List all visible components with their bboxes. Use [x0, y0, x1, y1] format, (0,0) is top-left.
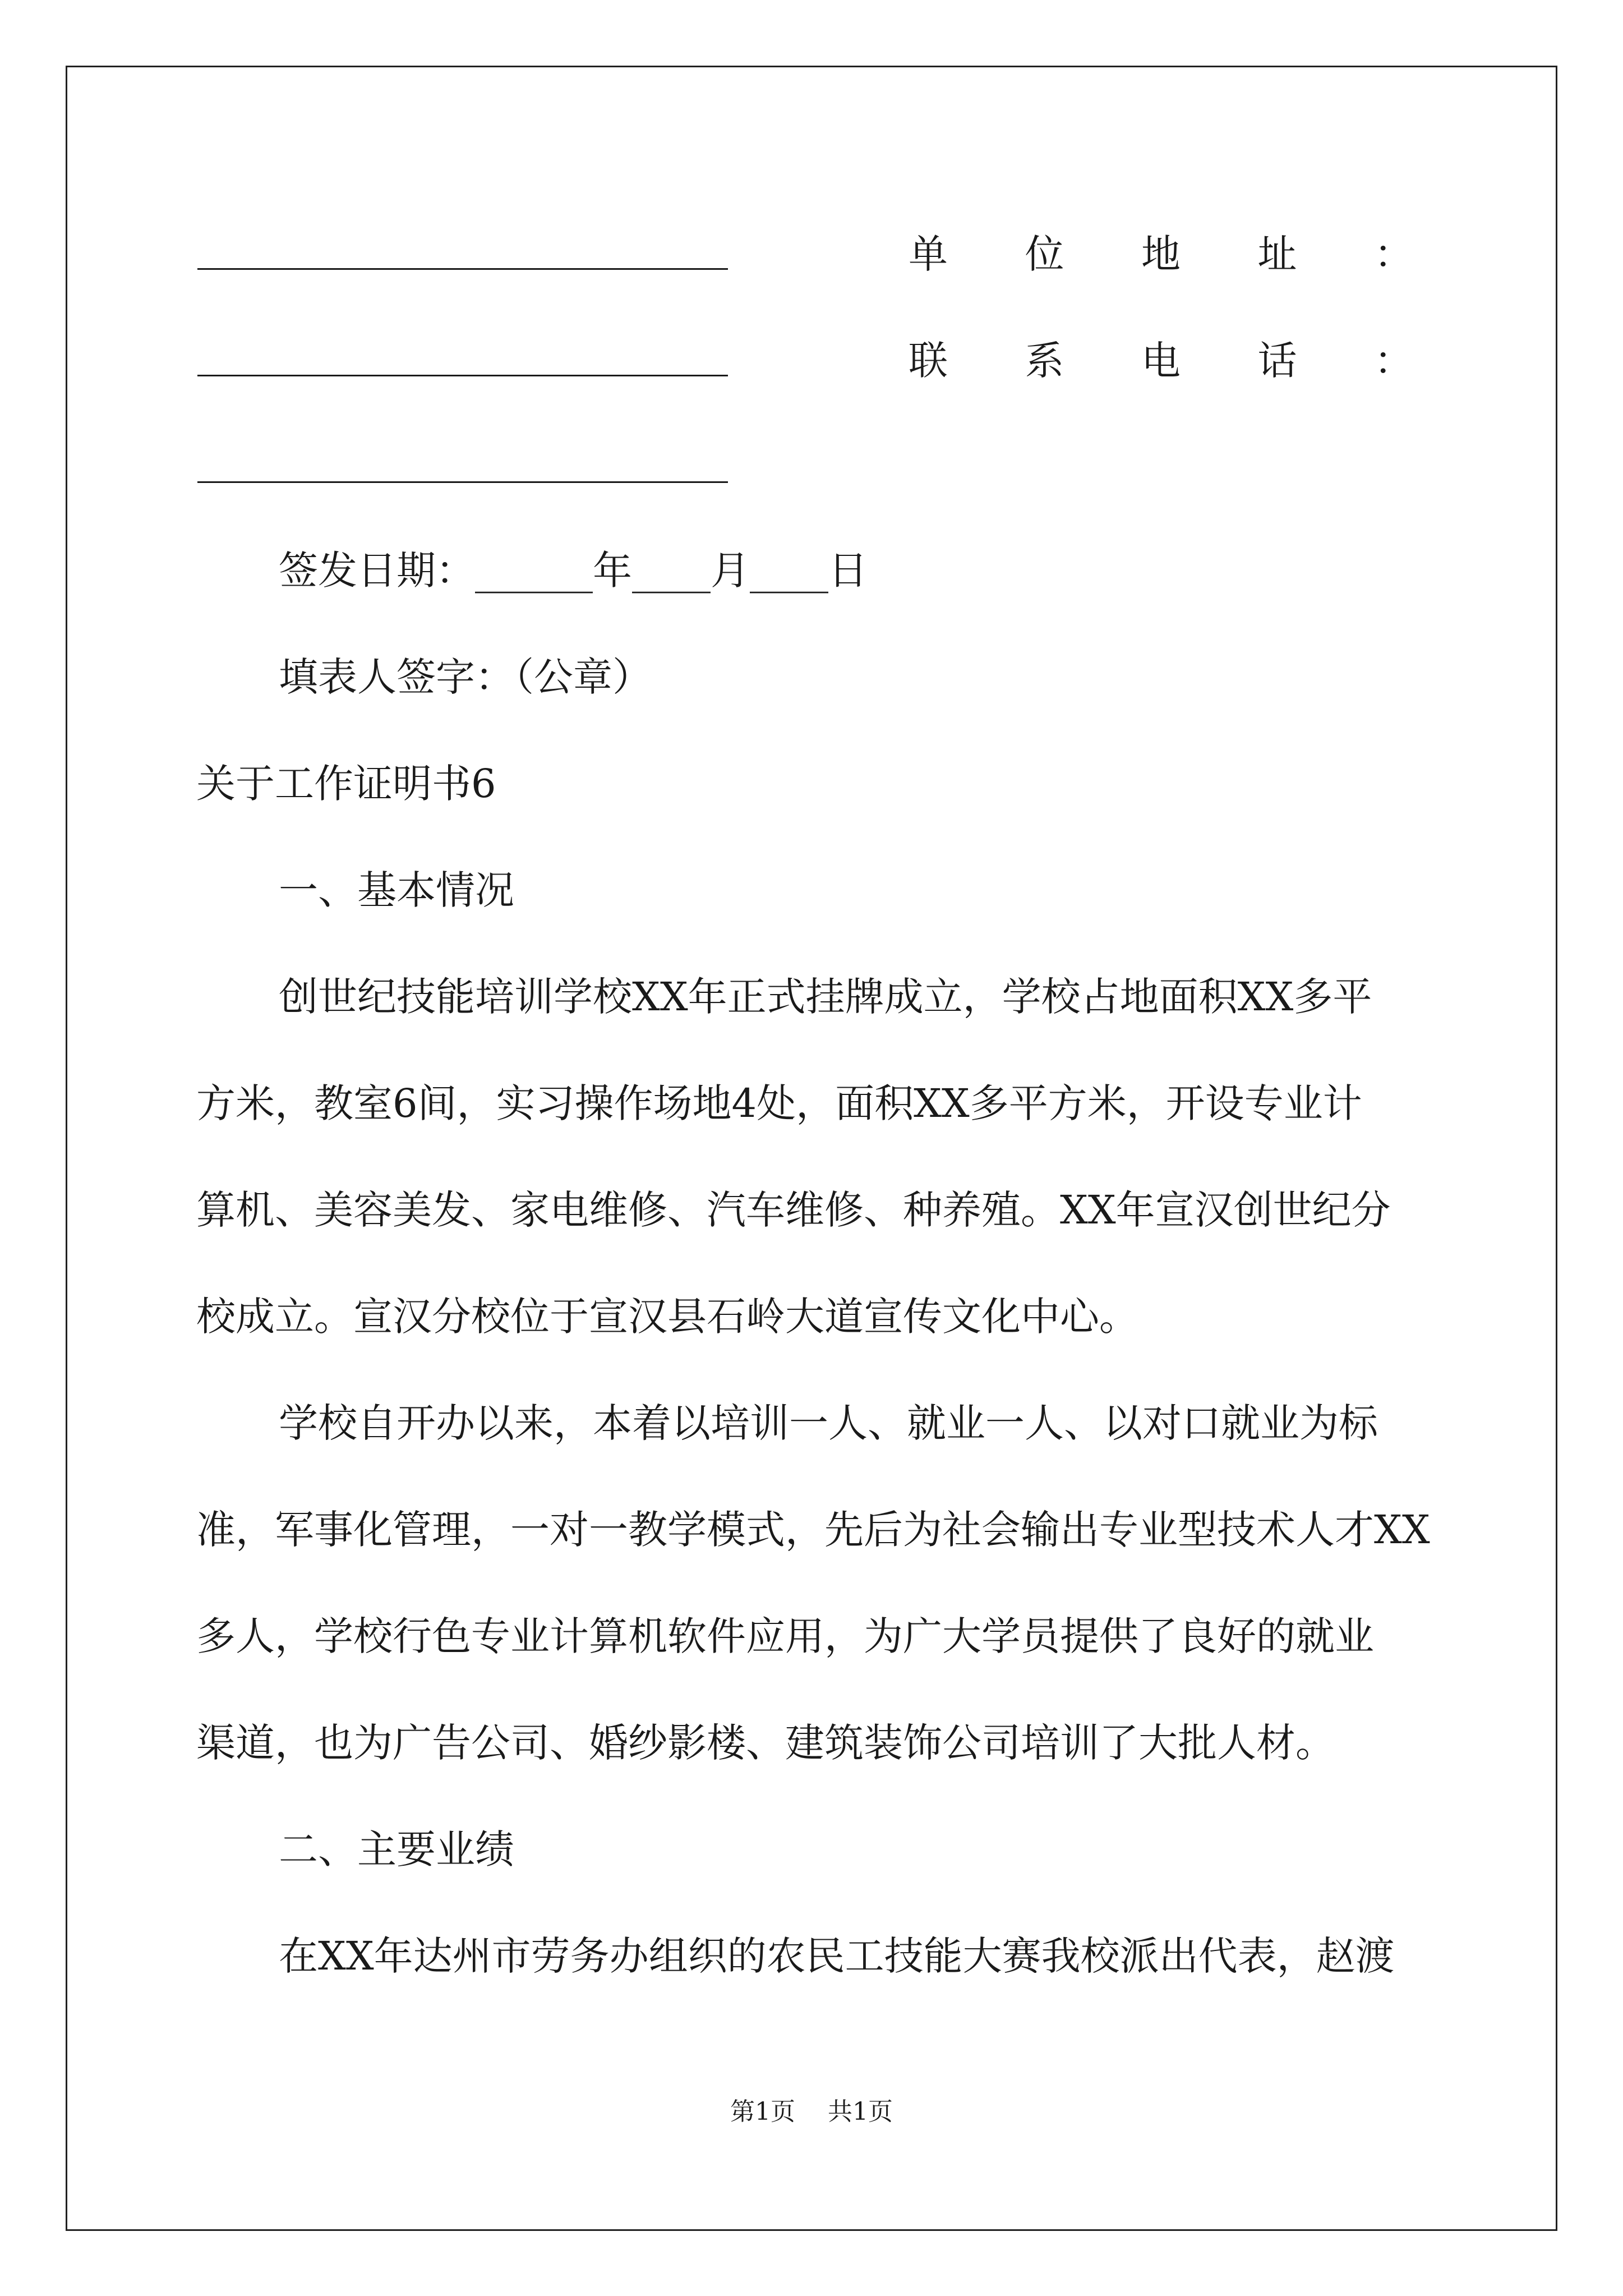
para2-line-2: 准，军事化管理，一对一教学模式，先后为社会输出专业型技术人才XX [196, 1507, 1430, 1553]
document-title: 关于工作证明书6 [196, 761, 496, 807]
section-heading-basic: 一、基本情况 [279, 867, 514, 913]
page-footer [0, 2095, 1623, 2129]
phone-label: 联 系 电 话 ： [909, 338, 1413, 384]
blank-line-2 [197, 375, 728, 376]
address-label: 单 位 地 址 ： [909, 231, 1413, 277]
blank-line-1 [197, 268, 728, 270]
page-number: 第1页 [730, 2097, 795, 2126]
page-total: 共1页 [828, 2097, 893, 2126]
para2-line-3: 多人，学校行色专业计算机软件应用，为广大学员提供了良好的就业 [196, 1613, 1374, 1659]
section-heading-achievements: 二、主要业绩 [279, 1826, 514, 1872]
para1-line-3: 算机、美容美发、家电维修、汽车维修、种养殖。XX年宣汉创世纪分 [196, 1187, 1391, 1233]
blank-line-3 [197, 481, 728, 483]
para2-line-1: 学校自开办以来，本着以培训一人、就业一人、以对口就业为标 [279, 1400, 1378, 1446]
page-border [66, 66, 1557, 2231]
para2-line-4: 渠道，也为广告公司、婚纱影楼、建筑装饰公司培训了大批人材。 [196, 1720, 1335, 1766]
para1-line-2: 方米，教室6间，实习操作场地4处，面积XX多平方米，开设专业计 [196, 1080, 1362, 1126]
para1-line-1: 创世纪技能培训学校XX年正式挂牌成立，学校占地面积XX多平 [279, 974, 1372, 1020]
sign-date: 签发日期：______年____月____日 [279, 547, 868, 593]
para3-line-1: 在XX年达州市劳务办组织的农民工技能大赛我校派出代表，赵渡 [279, 1933, 1395, 1979]
signer-line: 填表人签字：（公章） [279, 654, 652, 700]
para1-line-4: 校成立。宣汉分校位于宣汉县石岭大道宣传文化中心。 [196, 1294, 1138, 1340]
